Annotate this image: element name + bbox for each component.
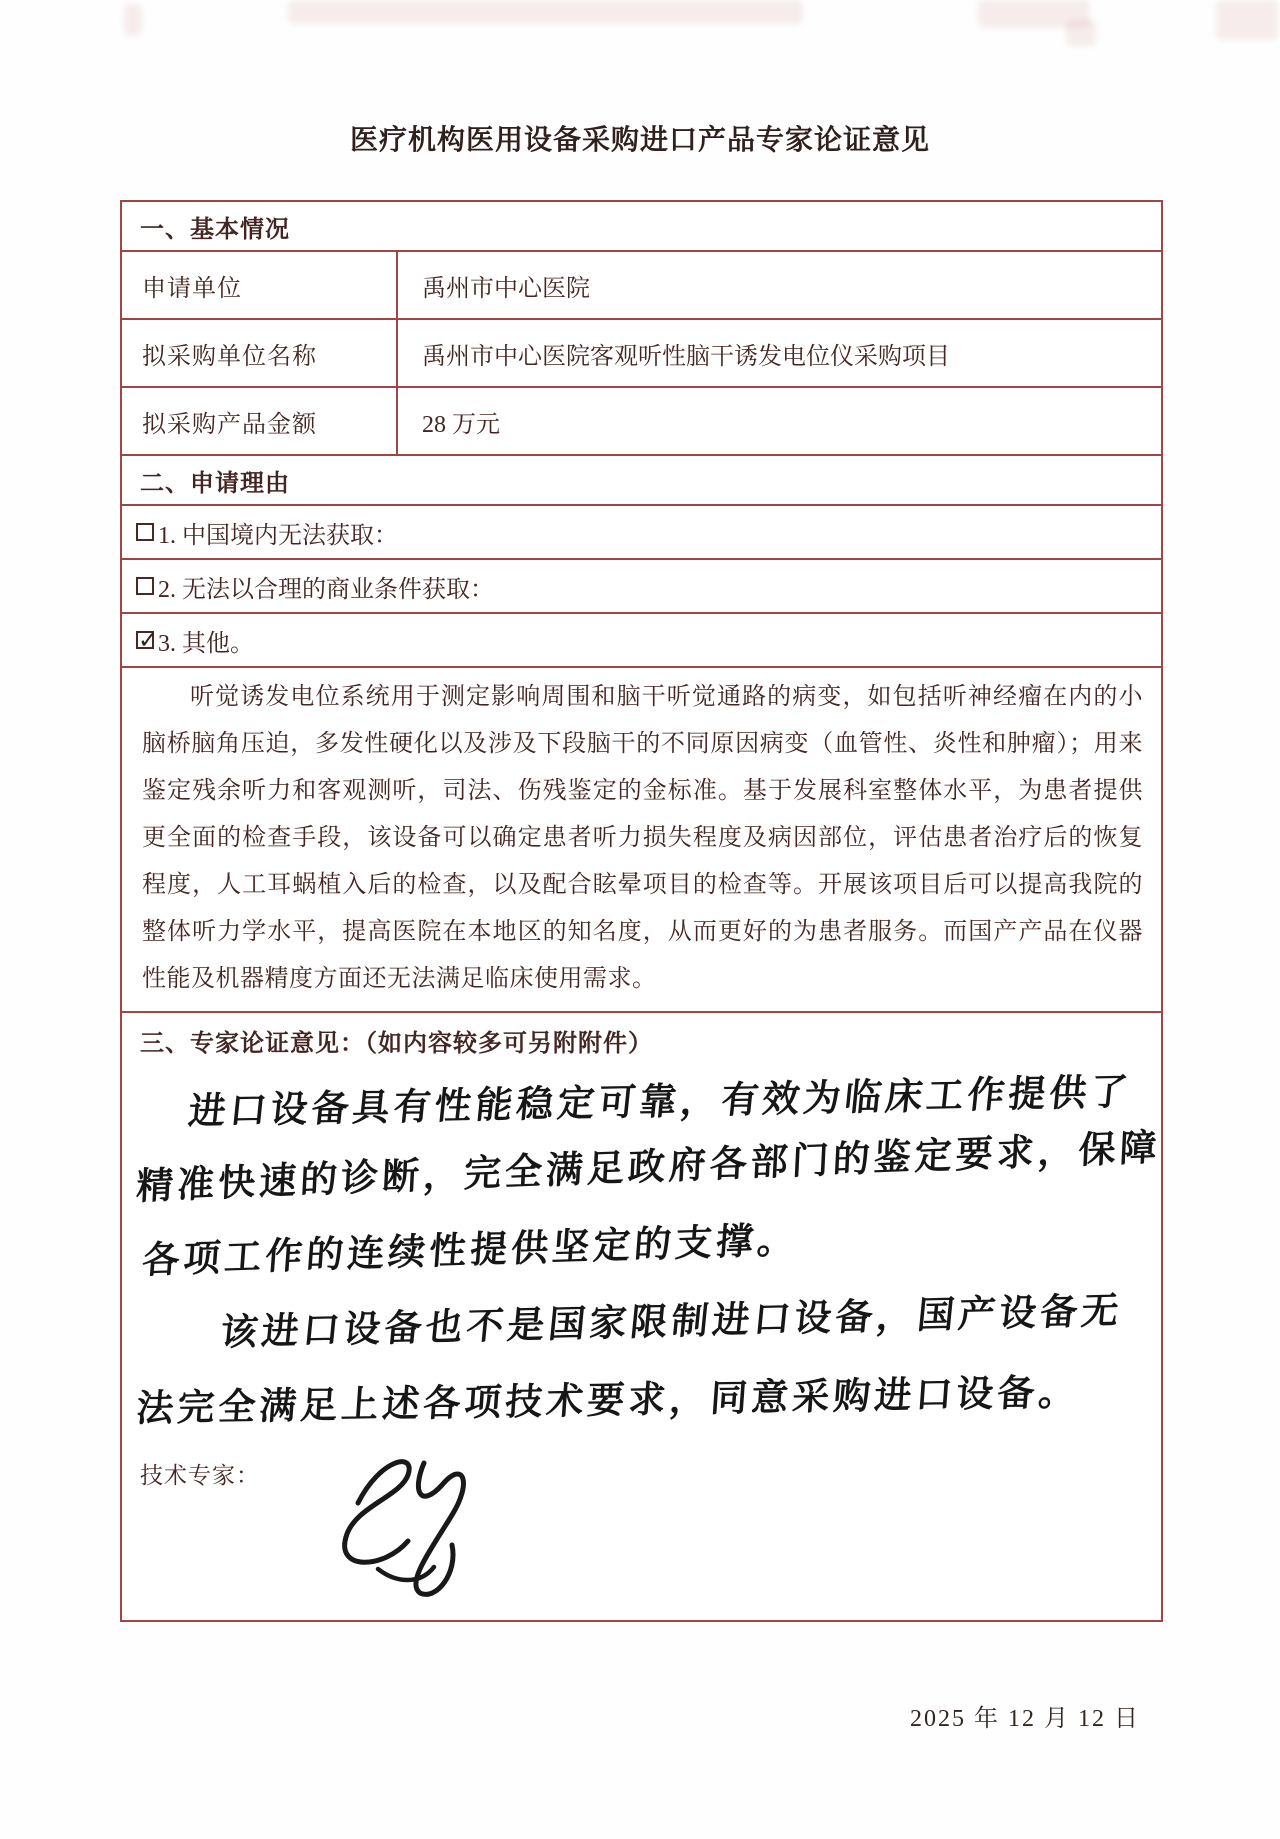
field-row-project-name (122, 320, 1161, 388)
handwritten-line: 进口设备具有性能稳定可靠，有效为临床工作提供了 (186, 1070, 1134, 1133)
reason-row-1 (122, 506, 1161, 560)
reason-row-3 (122, 614, 1161, 668)
section3-row (122, 1013, 1161, 1620)
field-row-amount (122, 388, 1161, 456)
page-title: 医疗机构医用设备采购进口产品专家论证意见 (349, 125, 930, 156)
technical-expert-label: 技术专家： (140, 1463, 260, 1488)
handwritten-line: 精准快速的诊断，完全满足政府各部门的鉴定要求，保障 (135, 1125, 1162, 1209)
reason-statement: 听觉诱发电位系统用于测定影响周围和脑干听觉通路的病变，如包括听神经瘤在内的小脑桥脑角压迫，多发性硬化以及涉及下段脑干的不同原因病变（血管性、炎性和肿瘤）；用来鉴定残余听力和客观测听，司法、伤残鉴定的金标准。基于发展科室整体水平，为患者提供更全面的检查手段，该设备可以确定患者听力损失程度及病因部位，评估患者治疗后的恢复程度，人工耳蜗植入后的检查，以及配合眩晕项目的检查等。开展该项目后可以提高我院的整体听力学水平，提高医院在本地区的知名度，从而更好的为患者服务。而国产产品在仪器性能及机器精度方面还无法满足临床使用需求。 (142, 684, 1143, 992)
reason-3-label: 3. 其他。 (158, 630, 254, 657)
applicant-unit-value: 禹州市中心医院 (422, 275, 590, 302)
checkbox-reason-3 (136, 631, 154, 649)
section2-header-row (122, 456, 1161, 506)
stamp-remnant (1216, 0, 1278, 40)
reason-2-label: 2. 无法以合理的商业条件获取： (158, 576, 494, 603)
section1-header-row (122, 202, 1161, 252)
project-name-label: 拟采购单位名称 (122, 320, 398, 386)
reason-statement-row (122, 668, 1161, 1013)
document-date: 2025 年 12 月 12 日 (910, 1706, 1140, 1732)
applicant-unit-label: 申请单位 (122, 252, 398, 318)
checkbox-reason-2 (136, 577, 154, 595)
section2-heading: 二、申请理由 (140, 470, 290, 497)
amount-value: 28 万元 (422, 411, 500, 438)
handwritten-line: 法完全满足上述各项技术要求，同意采购进口设备。 (134, 1370, 1081, 1431)
project-name-value: 禹州市中心医院客观听性脑干诱发电位仪采购项目 (422, 343, 950, 370)
checkbox-reason-1 (136, 523, 154, 541)
expert-opinion-form (120, 200, 1163, 1622)
section3-heading: 三、专家论证意见：（如内容较多可另附附件） (140, 1031, 653, 1057)
reason-1-label: 1. 中国境内无法获取： (158, 522, 398, 549)
expert-signature (320, 1441, 510, 1611)
handwritten-line: 各项工作的连续性提供坚定的支撑。 (140, 1218, 800, 1282)
section1-heading: 一、基本情况 (140, 216, 290, 243)
handwritten-opinion-paragraph-2 (122, 1288, 1161, 1452)
stamp-remnant (124, 4, 142, 36)
stamp-remnant (288, 0, 803, 24)
field-row-applicant (122, 252, 1161, 320)
stamp-remnant (1066, 20, 1096, 46)
handwritten-opinion-paragraph-1 (122, 1070, 1162, 1304)
reason-row-2 (122, 560, 1161, 614)
amount-label: 拟采购产品金额 (122, 388, 398, 454)
handwritten-line: 该进口设备也不是国家限制进口设备，国产设备无 (218, 1288, 1125, 1354)
